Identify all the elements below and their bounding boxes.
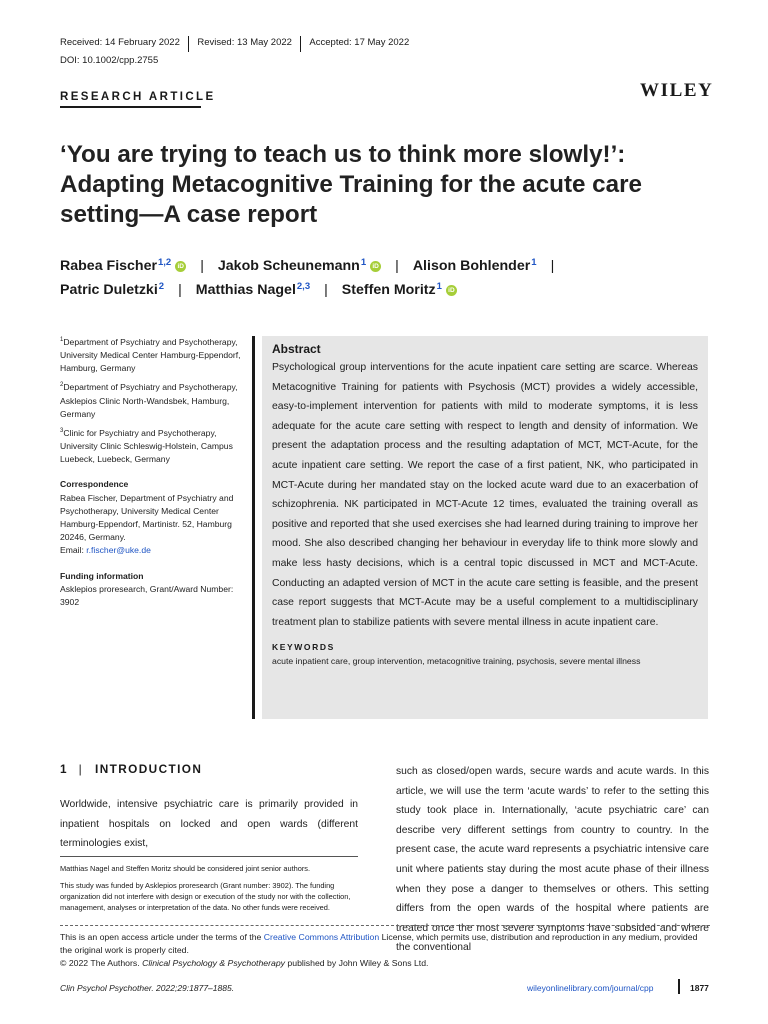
affiliation-text: Clinic for Psychiatry and Psychotherapy, University Clinic Schleswig-Holstein, Campus Luebeck, Luebeck, Germany [60,427,233,465]
section-number: 1 [60,762,67,776]
copyright-text: published by John Wiley & Sons Ltd. [285,958,429,968]
affiliation [60,379,244,420]
affiliation-number: 2 [60,382,64,389]
license-notice [60,931,710,957]
copyright-notice [60,957,710,970]
footnote-rule [60,856,358,857]
article-type-underline [60,106,201,108]
correspondence-heading: Correspondence [60,479,129,490]
author-affiliation-sup: 1 [436,280,442,292]
author-affiliation-sup: 2 [158,280,165,292]
author-affiliation-sup: 2,3 [296,280,311,292]
footnote-funding: This study was funded by Asklepios proresearch (Grant number: 3902). The funding organization did not interfere with design or execution of the study nor with the collection, management, analyses or interpretation of the data. No other funds were received. [60,881,351,912]
author-name[interactable]: Jakob Scheunemann [217,258,360,274]
affiliation [60,334,244,375]
author-line-2 [60,282,457,298]
email-link[interactable]: r.fischer@uke.de [86,545,151,556]
page-number: 1877 [690,983,709,993]
affiliation [60,425,244,466]
journal-name: Clinical Psychology & Psychotherapy [142,958,286,968]
orcid-icon[interactable]: iD [175,261,186,272]
orcid-icon[interactable]: iD [446,285,457,296]
orcid-icon[interactable]: iD [370,261,381,272]
license-text: This is an open access article under the terms of the [60,932,264,942]
correspondence-text [60,492,244,558]
article-type: RESEARCH ARTICLE [60,91,216,103]
footer-citation: Clin Psychol Psychother. 2022;29:1877–1885. [60,983,235,993]
correspondence-address: Rabea Fischer, Department of Psychiatry and Psychotherapy, University Medical Center Hamburg-Eppendorf, Martinistr. 52, Hamburg 20246, Germany. [60,492,234,543]
author-name[interactable]: Rabea Fischer [60,258,157,274]
publisher-logo: WILEY [640,80,714,101]
email-label: Email: [60,545,87,556]
affiliation-text: Department of Psychiatry and Psychotherapy, Asklepios Clinic North-Wandsbek, Hamburg, Germany [60,382,238,419]
article-title: ‘You are trying to teach us to think more slowly!’: Adapting Metacognitive Training for the acute care setting—A case report [60,141,642,228]
journal-url-link[interactable]: wileyonlinelibrary.com/journal/cpp [527,983,654,993]
footer-divider [678,979,680,994]
section-separator: | [78,762,84,776]
abstract-box [262,336,708,719]
funding-heading: Funding information [60,570,144,581]
keywords-heading: KEYWORDS [272,642,335,653]
abstract-heading: Abstract [272,342,321,356]
keywords-list: acute inpatient care, group intervention, metacognitive training, psychosis, severe mental illness [272,656,641,667]
author-name[interactable]: Alison Bohlender [412,258,531,274]
article-info-column [60,334,244,609]
article-dates [60,36,417,52]
received-date: Received: 14 February 2022 [60,37,180,48]
author-affiliation-sup: 1 [360,256,367,268]
author-separator: | [324,282,328,298]
abstract-divider [252,336,255,719]
intro-paragraph-right: such as closed/open wards, secure wards and acute wards. In this article, we will use the term ‘acute wards’ to refer to the setting this study took place in. Internationally, ‘acute psychiatric care’ can describe very different settings from country to country. In the present case, the acute ward represents a psychiatric intensive care unit where patients stay during the most acute phase of their illness when they pose a danger to themselves or others. This setting differs from the open wards of the hospital where patients are treated once the most severe symptoms have subsided and where the conventional [396,766,709,954]
author-separator: | [200,258,204,274]
author-separator: | [178,282,182,298]
affiliation-number: 3 [60,427,64,434]
intro-paragraph-left: Worldwide, intensive psychiatric care is primarily provided in inpatient hospitals on locked and open wards (different terminologies exist, [60,799,358,850]
license-rule [60,925,710,926]
author-name[interactable]: Patric Duletzki [60,282,158,298]
author-affiliation-sup: 1 [531,256,537,268]
license-text: License, which permits use, distribution and reproduction in any medium, provided the original work is properly cited. [60,932,698,955]
section-heading-introduction [60,762,202,776]
affiliation-number: 1 [60,337,64,343]
footnote-joint-authors: Matthias Nagel and Steffen Moritz should be considered joint senior authors. [60,864,311,873]
author-separator: | [550,258,555,274]
cc-license-link[interactable]: Creative Commons Attribution [263,932,380,942]
author-name[interactable]: Matthias Nagel [195,282,296,298]
doi[interactable]: DOI: 10.1002/cpp.2755 [60,55,159,66]
affiliation-text: Department of Psychiatry and Psychotherapy, University Medical Center Hamburg-Eppendorf, Hamburg, Germany [60,336,241,374]
author-affiliation-sup: 1,2 [158,256,172,268]
author-line-1 [60,258,568,274]
revised-date: Revised: 13 May 2022 [197,37,292,48]
section-title: INTRODUCTION [95,762,203,776]
author-name[interactable]: Steffen Moritz [341,282,436,298]
abstract-body: Psychological group interventions for the acute inpatient care setting are scarce. Whereas Metacognitive Training for patients with Psychosis (MCT) provides a widely accessible, easy-to-implement intervention for patients with mild to moderate symptoms, it is less adequate for the acute care setting with respect to length and density of information. We present the adaptation process and the resulting adaptation of MCT, MCT-Acute, for the acute inpatient care setting. We report the case of a first patient, NK, who participated in MCT-Acute during her mandated stay on the locked acute ward due to an exacerbation of schizophrenia. NK participated in MCT-Acute 12 times, evaluated the training overall as positive and reported that she used exercises she had learned during training to improve her mood. She also described changing her behaviour in everyday life to think more slowly and make less hasty decisions, which is a central topic discussed in MCT and MCT-Acute. Conducting an adapted version of MCT in the acute care setting is feasible, and the present case report suggests that MCT-Acute may be a useful complement to a multidisciplinary treatment plan to stabilize patients with severe mental illness in acute inpatient care. [272,362,698,628]
accepted-date: Accepted: 17 May 2022 [309,37,410,48]
author-separator: | [395,258,399,274]
funding-text: Asklepios proresearch, Grant/Award Number: 3902 [60,583,234,608]
copyright-text: © 2022 The Authors. [60,958,143,968]
